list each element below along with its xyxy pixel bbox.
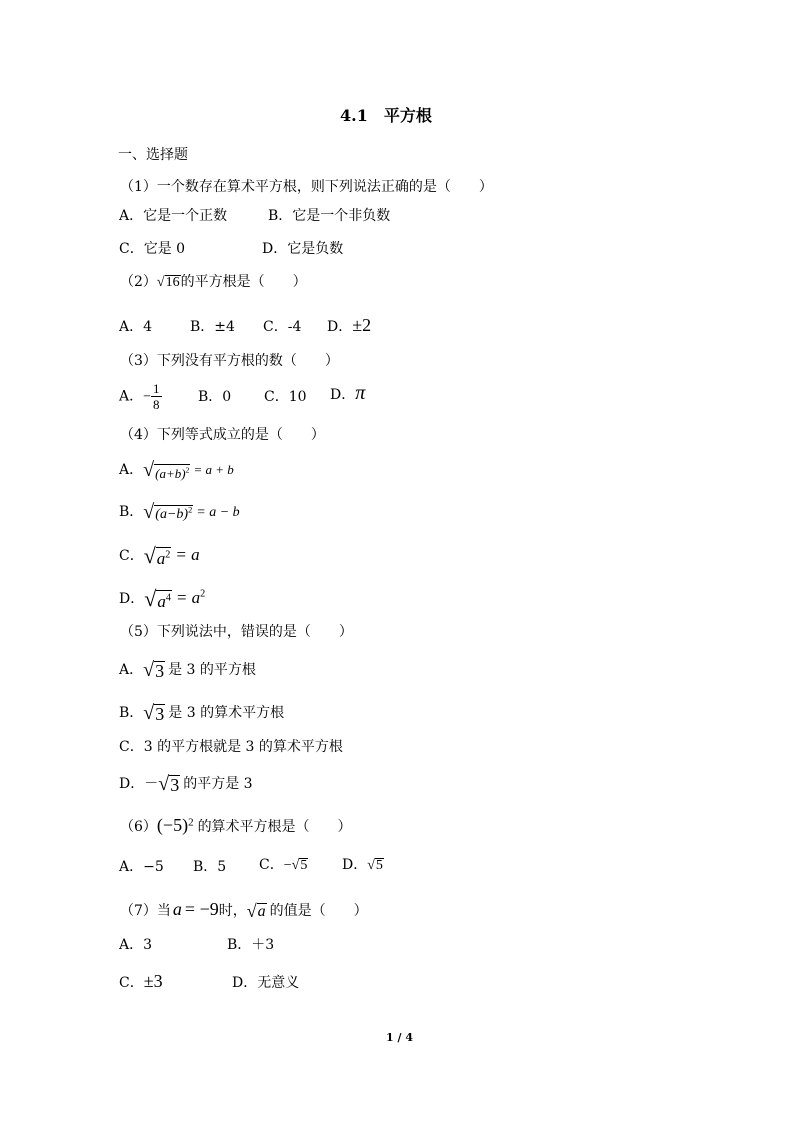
- question-7-label: （7）当: [120, 903, 171, 919]
- var-a: a: [172, 899, 182, 919]
- question-1-option-d: D．它是负数: [262, 241, 344, 257]
- question-5-option-a-label: A．: [119, 662, 144, 678]
- question-5-option-a-text: 是 3 的平方根: [168, 662, 256, 678]
- page-title: 4.1 平方根: [340, 106, 432, 125]
- question-6-option-b: B．5: [193, 859, 227, 875]
- expr-minus-5: (−5): [156, 815, 189, 835]
- exponent-4: 4: [165, 592, 171, 604]
- exponent-2: 2: [188, 505, 193, 515]
- question-4-option-c-label: C．: [119, 548, 144, 564]
- question-7-option-c: [119, 972, 163, 992]
- fraction-denominator: 8: [153, 397, 160, 412]
- question-6-option-a: A．−5: [119, 859, 164, 875]
- question-6-text: 的算术平方根是（ ）: [197, 819, 352, 835]
- minus-sign: －: [144, 776, 159, 792]
- question-5-option-a: [119, 660, 256, 680]
- question-3-option-a: [119, 381, 162, 412]
- question-3-option-d-label: D．: [330, 387, 356, 403]
- question-3-stem: （3）下列没有平方根的数（ ）: [120, 353, 339, 369]
- question-4-stem: （4）下列等式成立的是（ ）: [120, 427, 325, 443]
- question-7-option-c-label: C．: [119, 975, 144, 991]
- question-1-option-b: B．它是一个非负数: [268, 208, 391, 224]
- question-3-option-a-label: A．: [119, 388, 144, 405]
- question-4-option-a-label: A．: [119, 462, 144, 478]
- question-2-option-c: C．-4: [263, 319, 302, 335]
- question-2-stem: [120, 273, 307, 291]
- question-5-option-c: C．3 的平方根就是 3 的算术平方根: [119, 739, 343, 755]
- pi-symbol: π: [355, 382, 366, 404]
- question-7-option-b: B．＋3: [227, 937, 275, 953]
- radicand-5: 5: [375, 857, 383, 873]
- question-2-option-d-value: ±2: [352, 315, 372, 335]
- radicand-3: 3: [155, 704, 165, 724]
- sqrt-a-fourth: √ $a^4$: [144, 586, 171, 611]
- sqrt-a-squared: √ $a^2$: [143, 543, 171, 568]
- question-5-option-d-text: 的平方是 3: [183, 776, 253, 792]
- exponent-2: 2: [188, 816, 194, 829]
- sqrt-3: √ 3: [143, 702, 165, 724]
- question-1-option-a: A．它是一个正数: [119, 208, 228, 224]
- question-4-option-b: [119, 502, 240, 522]
- sqrt-5: √ 5: [291, 857, 308, 873]
- rhs-a-squared: = a: [175, 588, 201, 607]
- question-4-option-a: [119, 460, 234, 480]
- question-4-option-d-label: D．: [119, 591, 145, 607]
- minus-sign: −: [143, 389, 152, 405]
- sqrt-5: √ 5: [367, 857, 383, 873]
- question-7-option-d: D．无意义: [232, 975, 300, 991]
- question-7-text: 的值是（ ）: [269, 903, 368, 919]
- question-5-option-b-text: 是 3 的算术平方根: [168, 705, 285, 721]
- fraction-numerator: 1: [153, 381, 160, 396]
- question-7-option-a: A．3: [119, 937, 153, 953]
- question-2-label: （2）: [120, 274, 157, 290]
- question-1-stem: （1）一个数存在算术平方根，则下列说法正确的是（ ）: [120, 179, 493, 195]
- question-6-label: （6）: [120, 819, 157, 835]
- radicand-3: 3: [155, 661, 165, 681]
- radicand-3: 3: [170, 775, 180, 795]
- expr-a-minus-b: (a−b): [155, 507, 189, 522]
- eq-minus-9: = −9: [184, 899, 219, 919]
- section-heading: 一、选择题: [118, 147, 188, 163]
- question-7-stem: [120, 900, 368, 920]
- radicand-5: 5: [300, 857, 308, 873]
- question-7-when: 时，: [218, 903, 247, 919]
- exponent-2: 2: [165, 549, 171, 561]
- sqrt-3: √ 3: [158, 773, 180, 795]
- question-6-option-d: [342, 856, 384, 874]
- question-3-option-c: C．10: [264, 389, 307, 405]
- radicand-a: a: [257, 903, 266, 920]
- rhs-a-plus-b: = a + b: [193, 462, 234, 477]
- radicand-16: 16: [165, 274, 180, 290]
- question-6-option-c-label: C．: [259, 857, 284, 873]
- question-6-stem: [120, 816, 352, 836]
- question-5-option-d-label: D．: [119, 776, 145, 792]
- sqrt-a-minus-b-squared: √ $(a-b)^2$: [143, 501, 193, 523]
- question-2-option-d-label: D．: [327, 319, 353, 335]
- sqrt-a-plus-b-squared: √ $(a+b)^2$: [143, 459, 190, 481]
- base-a: a: [157, 592, 166, 611]
- question-5-option-b-label: B．: [119, 705, 144, 721]
- question-2-option-a: A．4: [119, 319, 153, 335]
- exponent-2: 2: [185, 465, 190, 475]
- question-2-text: 的平方根是（ ）: [180, 274, 307, 290]
- question-4-option-d: [119, 588, 205, 610]
- question-4-option-c: [119, 545, 200, 567]
- question-3-option-b: B．0: [198, 389, 232, 405]
- question-4-option-b-label: B．: [119, 504, 144, 520]
- question-5-option-b: [119, 703, 284, 723]
- question-3-option-d: [330, 384, 365, 404]
- question-5-option-d: [119, 774, 253, 794]
- minus-sign: −: [283, 858, 292, 873]
- question-2-option-d: [327, 316, 371, 336]
- sqrt-3: √ 3: [143, 659, 165, 681]
- question-5-stem: （5）下列说法中，错误的是（ ）: [120, 624, 353, 640]
- sqrt-16: √ 16: [156, 274, 180, 290]
- expr-a-plus-b: (a+b): [155, 466, 186, 481]
- rhs-a-minus-b: = a − b: [196, 505, 240, 520]
- base-a: a: [156, 549, 166, 568]
- page-number: 1 / 4: [386, 1031, 413, 1044]
- rhs-a: = a: [175, 545, 200, 564]
- exponent-2: 2: [200, 588, 206, 600]
- question-1-option-c: C．它是 0: [119, 241, 186, 257]
- fraction-one-eighth: [151, 381, 162, 412]
- plus-minus-3: ±3: [143, 971, 163, 991]
- question-6-option-d-label: D．: [342, 857, 368, 873]
- question-2-option-b: B．±4: [190, 319, 235, 335]
- sqrt-a: √ a: [246, 901, 266, 921]
- question-6-option-c: [259, 856, 308, 875]
